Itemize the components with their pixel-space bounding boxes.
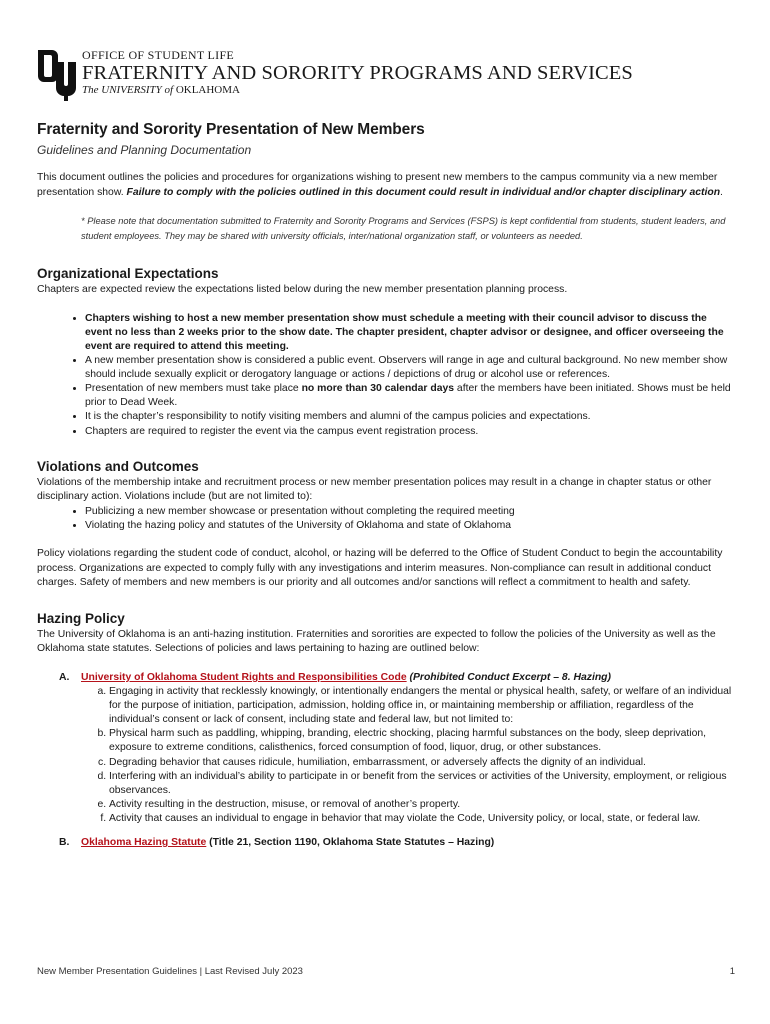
org-expectations-intro: Chapters are expected review the expectations listed below during the new member presentation planning process. <box>37 284 568 296</box>
list-item: c. Degrading behavior that causes ridicule, humiliation, embarrassment, or adversely affects the dignity of an individual. <box>109 756 733 770</box>
list-item: • It is the chapter’s responsibility to notify visiting members and alumni of the campus policies and expectations. <box>85 410 733 424</box>
list-item: • Presentation of new members must take place no more than 30 calendar days after the members have been initiated. Shows must be held prior to Dead Week. <box>85 382 733 410</box>
hazing-intro: The University of Oklahoma is an anti-hazing institution. Fraternities and sororities are expected to follow the policies of the University as well as the Oklahoma state statutes. Selections of policies and laws pertaining to hazing are outlined below: <box>37 628 716 655</box>
student-code-link[interactable]: University of Oklahoma Student Rights and Responsibilities Code <box>81 671 407 683</box>
list-item: b. Physical harm such as paddling, whipping, branding, electric shocking, placing harmful substances on the body, sleep deprivation, exposure to extreme conditions, calisthenics, forced consumption of food, liquor, drug, or other substances. <box>109 727 733 755</box>
violations-paragraph: Policy violations regarding the student code of conduct, alcohol, or hazing will be deferred to the Office of Student Conduct to begin the accountability process. Organizations are expected to comply fully with any investigations and interim measures. Non-compliance can result in additional conduct charges. Safety of members and new members is our priority and all outcomes and/or sanctions will reflect a commitment to health and safety. <box>37 548 723 589</box>
hazing-policy-list <box>37 671 733 850</box>
hazing-item-a: A. University of Oklahoma Student Rights and Responsibilities Code (Prohibited Conduct Excerpt – 8. Hazing) <box>37 671 733 685</box>
section-heading-hazing-policy: Hazing Policy <box>37 610 125 626</box>
item-letter: B. <box>59 837 70 848</box>
item-letter: A. <box>59 671 70 683</box>
letterhead <box>36 46 736 104</box>
department-name: FRATERNITY AND SORORITY PROGRAMS AND SERVICES <box>82 62 633 84</box>
intro-warning: Failure to comply with the policies outlined in this document could result in individual and/or chapter disciplinary action <box>126 186 721 198</box>
intro-paragraph: This document outlines the policies and procedures for organizations wishing to present new members to the campus community via a new member presentation show. Failure to comply with the policies outlined in this document could result in individual and/or chapter disciplinary action. <box>37 172 723 198</box>
hazing-subitems <box>37 685 733 826</box>
section-heading-violations: Violations and Outcomes <box>37 458 199 474</box>
hazing-item-b: B. Oklahoma Hazing Statute (Title 21, Section 1190, Oklahoma State Statutes – Hazing) <box>37 836 733 850</box>
document-title: Fraternity and Sorority Presentation of New Members <box>37 121 425 138</box>
page-number: 1 <box>729 966 735 977</box>
section-heading-organizational-expectations: Organizational Expectations <box>37 266 219 282</box>
university-name: The UNIVERSITY of OKLAHOMA <box>82 84 240 96</box>
violations-intro: Violations of the membership intake and recruitment process or new member presentation polices may result in a change in chapter status or other disciplinary action. Violations include (but are not limited to): <box>37 476 712 503</box>
document-subtitle: Guidelines and Planning Documentation <box>37 143 252 157</box>
list-item: • Violating the hazing policy and statutes of the University of Oklahoma and state of Oklahoma <box>85 519 733 533</box>
footer-text: New Member Presentation Guidelines | Last Revised July 2023 <box>37 966 303 977</box>
document-body <box>37 121 733 850</box>
violations-list <box>37 505 733 533</box>
list-item: • Chapters are required to register the event via the campus event registration process. <box>85 425 733 439</box>
list-item: • Chapters wishing to host a new member presentation show must schedule a meeting with their council advisor to discuss the event no less than 2 weeks prior to the show date. The chapter president, chapter advisor or designee, and officer overseeing the event are required to attend this meeting. <box>85 312 733 354</box>
office-name: OFFICE OF STUDENT LIFE <box>82 48 235 62</box>
ou-logo-icon <box>36 46 78 102</box>
list-item: e. Activity resulting in the destruction, misuse, or removal of another’s property. <box>109 798 733 812</box>
page-footer <box>37 966 735 977</box>
confidentiality-note: * Please note that documentation submitted to Fraternity and Sorority Programs and Services (FSPS) is kept confidential from students, student leaders, and student employees. They may be shared with university officials, inter/national organization staff, or volunteers as needed. <box>81 216 726 242</box>
list-item: • Publicizing a new member showcase or presentation without completing the required meeting <box>85 505 733 519</box>
org-expectations-list <box>37 312 733 439</box>
oklahoma-statute-link[interactable]: Oklahoma Hazing Statute <box>81 837 207 848</box>
list-item: a. Engaging in activity that recklessly knowingly, or intentionally endangers the mental or physical health, safety, or welfare of an individual for the purpose of initiation, participation, admission, holding office in, or maintaining membership or affiliation, regardless of the individual’s consent or lack of consent, including state and federal law, but not limited to: <box>109 685 733 727</box>
list-item: f. Activity that causes an individual to engage in behavior that may violate the Code, University policy, or local, state, or federal law. <box>109 812 733 826</box>
list-item: • A new member presentation show is considered a public event. Observers will range in age and cultural background. No new member show should include sexually explicit or derogatory language or actions / depictions of drug or alcohol use or references. <box>85 354 733 382</box>
letterhead-text <box>82 49 633 97</box>
list-item: d. Interfering with an individual’s ability to participate in or benefit from the services or activities of the University, employment, or religious observances. <box>109 770 733 798</box>
